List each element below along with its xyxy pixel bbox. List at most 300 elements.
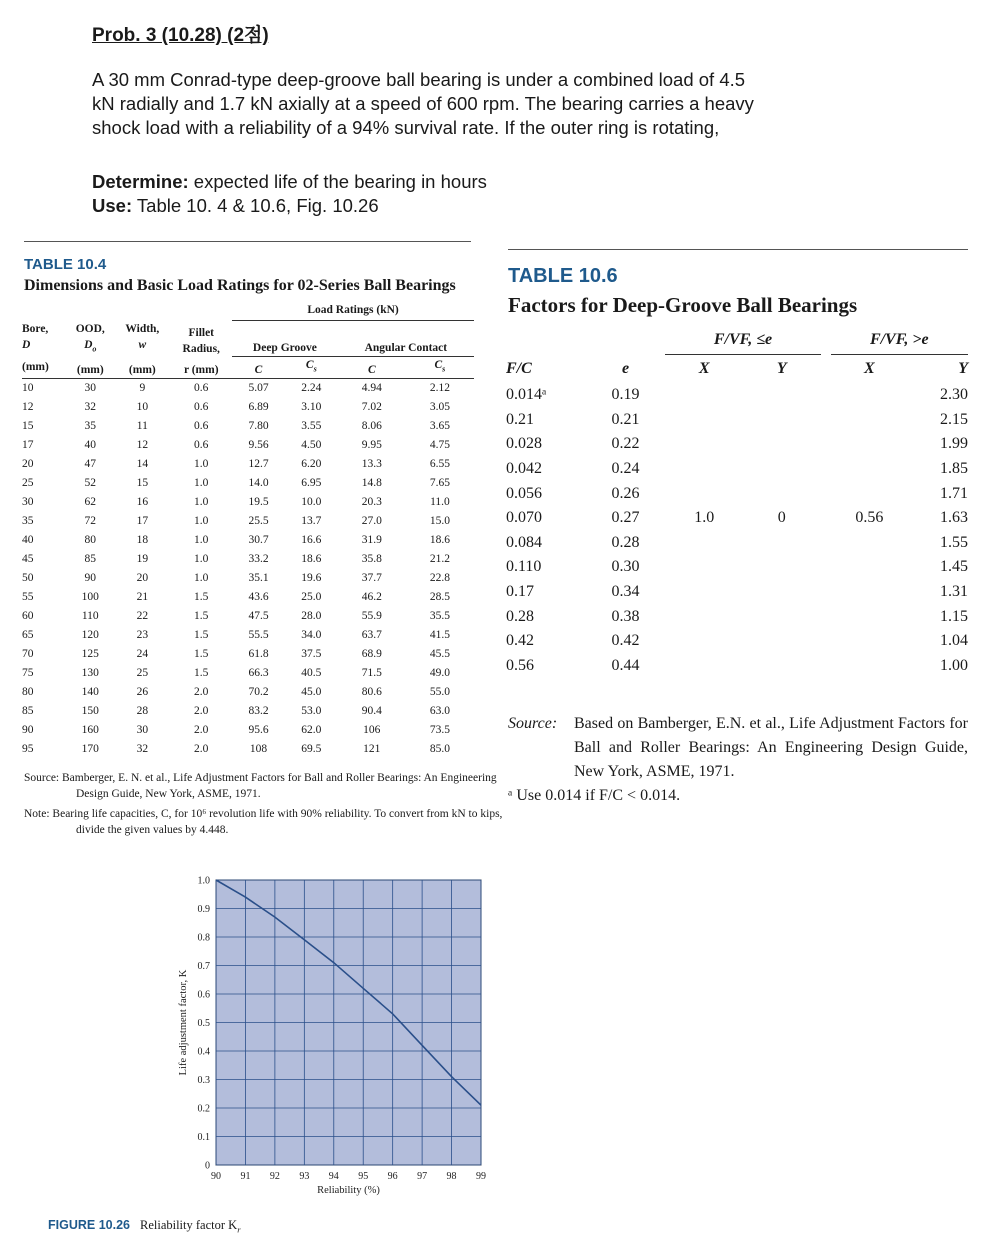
table-cell: 0.42 <box>611 632 640 650</box>
table-10-6-footnote: ᵃ Use 0.014 if F/C < 0.014. <box>508 787 681 804</box>
table-cell: 0.6 <box>194 382 209 395</box>
table-row <box>22 512 474 531</box>
table-cell: 0.070 <box>506 509 542 527</box>
table-cell: 68.9 <box>361 648 382 661</box>
table-cell: 60 <box>22 610 34 623</box>
table-row <box>506 555 968 580</box>
table-cell: 1.0 <box>194 458 209 471</box>
table-cell: 27.0 <box>361 515 382 528</box>
table-row <box>22 626 474 645</box>
table-cell <box>743 408 821 433</box>
table-10-6-rule <box>508 249 968 250</box>
table-cell: 19 <box>136 553 149 566</box>
table-cell: 2.15 <box>940 410 968 428</box>
table-cell: 33.2 <box>248 553 269 566</box>
table-cell: 0.056 <box>506 484 542 502</box>
table-cell <box>821 555 831 580</box>
group-gt-header: F/VF, >e <box>831 326 969 355</box>
reliability-chart <box>150 868 500 1213</box>
table-cell: 1.0 <box>194 553 209 566</box>
x-axis-label: Reliability (%) <box>317 1185 380 1196</box>
table-cell: 28.0 <box>301 610 322 623</box>
table-cell: 1.55 <box>940 533 968 551</box>
table-cell: 62.0 <box>301 724 322 737</box>
table-cell: 22.8 <box>429 572 450 585</box>
figure-caption-text: Reliability factor K <box>139 1218 238 1232</box>
table-cell <box>665 408 743 433</box>
table-row <box>506 432 968 457</box>
table-cell: 0.014ᵃ <box>506 386 547 404</box>
y-axis-label: Life adjustment factor, K <box>178 969 189 1076</box>
table-cell: 31.9 <box>361 534 382 547</box>
table-cell: 1.5 <box>194 648 209 661</box>
col-ac-cs: $C_s$ <box>406 357 474 378</box>
table-cell: 1.0 <box>694 509 715 527</box>
table-cell: 71.5 <box>361 667 382 680</box>
x-tick-label: 97 <box>417 1171 428 1182</box>
col-od: OOD, $D_o$ <box>75 322 105 353</box>
table-cell: 7.02 <box>361 401 382 414</box>
table-cell <box>743 555 821 580</box>
table-cell: 3.10 <box>301 401 322 414</box>
table-cell <box>821 604 831 629</box>
table-cell <box>821 408 831 433</box>
table-cell: 72 <box>84 515 97 528</box>
table-cell: 2.0 <box>194 724 209 737</box>
table-cell <box>743 481 821 506</box>
table-cell: 0.21 <box>611 410 640 428</box>
table-row <box>506 481 968 506</box>
table-cell: 20 <box>136 572 149 585</box>
table-cell: 15 <box>136 477 149 490</box>
table-cell: 2.0 <box>194 705 209 718</box>
table-cell: 95.6 <box>248 724 269 737</box>
table-row <box>22 493 474 512</box>
table-cell <box>831 383 909 408</box>
table-cell: 1.04 <box>940 632 968 650</box>
table-cell: 6.89 <box>248 401 269 414</box>
table-cell: 35.1 <box>248 572 269 585</box>
table-cell: 14.0 <box>248 477 269 490</box>
table-cell: 61.8 <box>248 648 269 661</box>
col-x-le: X <box>698 360 710 377</box>
table-cell: 7.80 <box>248 420 269 433</box>
angular-contact-header: Angular Contact <box>338 321 474 357</box>
table-cell: 3.65 <box>429 420 450 433</box>
y-tick-label: 0.8 <box>197 932 210 944</box>
table-cell: 2.30 <box>940 386 968 404</box>
table-row <box>22 588 474 607</box>
table-cell: 0.21 <box>506 410 534 428</box>
table-cell <box>665 654 743 679</box>
table-10-4-rule <box>24 241 471 242</box>
table-cell <box>665 555 743 580</box>
table-cell: 55.5 <box>248 629 269 642</box>
y-tick-label: 0.2 <box>197 1103 210 1115</box>
table-cell: 1.5 <box>194 629 209 642</box>
table-cell: 45.5 <box>429 648 450 661</box>
table-cell: 24 <box>136 648 149 661</box>
table-cell: 16 <box>136 496 149 509</box>
table-cell: 53.0 <box>301 705 322 718</box>
col-e: e <box>622 359 630 377</box>
table-cell: 73.5 <box>429 724 450 737</box>
table-cell: 1.0 <box>194 496 209 509</box>
table-cell <box>665 580 743 605</box>
table-10-6-label: TABLE 10.6 <box>508 265 618 287</box>
col-fillet: Fillet Radius, <box>182 326 220 355</box>
y-tick-label: 0.6 <box>197 989 210 1001</box>
y-tick-label: 0 <box>205 1160 210 1172</box>
y-tick-label: 0.5 <box>197 1018 210 1029</box>
table-10-4-source: Source: Bamberger, E. N. et al., Life Adjustment Factors for Ball and Roller Bearings: An Engineering Design Guide, New York, ASME, 1971. <box>24 772 497 800</box>
col-dg-c: C <box>232 357 285 378</box>
table-cell: 1.0 <box>194 534 209 547</box>
table-cell: 0.17 <box>506 583 534 601</box>
table-cell: 6.55 <box>429 458 450 471</box>
group-le-header: F/VF, ≤e <box>665 326 820 355</box>
col-width: Width, w <box>125 322 160 351</box>
table-cell: 121 <box>363 743 381 756</box>
table-cell <box>831 481 909 506</box>
table-cell: 0 <box>777 509 786 527</box>
table-cell: 0.042 <box>506 460 542 478</box>
table-cell: 17 <box>22 439 34 452</box>
table-cell: 3.55 <box>301 420 322 433</box>
table-cell: 30 <box>22 496 34 509</box>
table-cell: 1.5 <box>194 591 209 604</box>
table-cell: 16.6 <box>301 534 322 547</box>
table-10-6-source <box>508 712 968 784</box>
table-cell: 19.5 <box>248 496 269 509</box>
table-cell: 43.6 <box>248 591 269 604</box>
table-cell: 110 <box>81 610 99 623</box>
table-10-4-note: Note: Bearing life capacities, C, for 10⁶ revolution life with 90% reliability. To convert from kN to kips, divide the given values by 4.448. <box>24 808 503 836</box>
table-cell: 30 <box>84 382 97 395</box>
table-cell: 3.05 <box>429 401 450 414</box>
table-cell: 0.30 <box>611 558 640 576</box>
table-cell: 21.2 <box>429 553 450 566</box>
table-cell: 20 <box>22 458 34 471</box>
col-fillet-unit: r (mm) <box>170 357 232 378</box>
col-y-gt: Y <box>958 360 968 377</box>
table-row <box>22 721 474 740</box>
x-tick-label: 90 <box>211 1171 221 1182</box>
table-cell: 0.26 <box>611 484 640 502</box>
use-text: Table 10. 4 & 10.6, Fig. 10.26 <box>136 195 379 216</box>
table-cell: 1.0 <box>194 477 209 490</box>
table-row <box>22 550 474 569</box>
table-cell: 32 <box>136 743 149 756</box>
table-row <box>506 654 968 679</box>
table-cell: 15 <box>22 420 34 433</box>
table-cell: 1.00 <box>940 656 968 674</box>
table-cell <box>743 629 821 654</box>
table-cell: 70.2 <box>248 686 269 699</box>
table-cell: 37.7 <box>361 572 382 585</box>
table-cell: 5.07 <box>248 382 269 395</box>
y-tick-label: 1.0 <box>197 875 210 887</box>
table-cell <box>743 580 821 605</box>
table-cell: 80 <box>22 686 34 699</box>
table-cell <box>821 629 831 654</box>
table-cell: 45.0 <box>301 686 322 699</box>
load-ratings-header: Load Ratings (kN) <box>307 304 399 316</box>
table-cell: 65 <box>22 629 34 642</box>
table-row <box>22 378 474 398</box>
table-cell <box>831 654 909 679</box>
table-cell: 35 <box>84 420 97 433</box>
table-cell <box>743 531 821 556</box>
table-cell <box>831 531 909 556</box>
table-cell: 83.2 <box>248 705 269 718</box>
table-cell: 4.50 <box>301 439 322 452</box>
table-row <box>506 457 968 482</box>
table-cell <box>743 604 821 629</box>
table-row <box>22 436 474 455</box>
table-cell <box>831 604 909 629</box>
table-cell: 34.0 <box>301 629 322 642</box>
table-cell: 170 <box>81 743 99 756</box>
table-cell: 55.0 <box>429 686 450 699</box>
source-text: Based on Bamberger, E.N. et al., Life Adjustment Factors for Ball and Roller Bearings: An Engineering Design Guide, New York, ASME, 1971. <box>574 715 968 780</box>
table-cell: 0.110 <box>506 558 542 576</box>
table-cell: 18 <box>136 534 149 547</box>
table-cell: 0.084 <box>506 533 542 551</box>
table-cell: 125 <box>81 648 99 661</box>
table-cell: 9.56 <box>248 439 269 452</box>
table-cell <box>831 408 909 433</box>
table-cell: 7.65 <box>429 477 450 490</box>
table-row <box>22 474 474 493</box>
table-cell: 25 <box>136 667 149 680</box>
table-cell: 45 <box>22 553 34 566</box>
table-cell: 150 <box>81 705 99 718</box>
table-10-4-label: TABLE 10.4 <box>24 256 107 273</box>
table-cell: 106 <box>363 724 381 737</box>
table-cell: 14 <box>136 458 149 471</box>
table-cell: 15.0 <box>429 515 450 528</box>
table-cell: 120 <box>81 629 99 642</box>
table-cell <box>821 383 831 408</box>
table-row <box>22 683 474 702</box>
table-cell <box>743 457 821 482</box>
table-cell: 52 <box>84 477 97 490</box>
table-cell: 17 <box>136 515 149 528</box>
table-row <box>22 664 474 683</box>
table-cell: 6.20 <box>301 458 322 471</box>
table-cell: 40 <box>22 534 34 547</box>
table-cell: 6.95 <box>301 477 322 490</box>
table-cell: 62 <box>84 496 97 509</box>
table-cell: 0.28 <box>611 533 640 551</box>
table-cell: 18.6 <box>301 553 322 566</box>
table-cell: 85.0 <box>429 743 450 756</box>
table-cell: 80.6 <box>361 686 382 699</box>
table-cell: 0.56 <box>506 656 534 674</box>
table-cell: 12 <box>22 401 34 414</box>
use-label: Use: <box>92 195 133 216</box>
table-row <box>506 580 968 605</box>
table-cell: 80 <box>84 534 97 547</box>
col-od-unit: (mm) <box>66 357 114 378</box>
table-cell: 18.6 <box>429 534 450 547</box>
table-cell: 23 <box>136 629 149 642</box>
table-cell: 69.5 <box>301 743 322 756</box>
table-cell: 12.7 <box>248 458 269 471</box>
table-cell: 21 <box>136 591 149 604</box>
col-ac-c: C <box>338 357 406 378</box>
table-cell: 47 <box>84 458 97 471</box>
col-bore: Bore, D <box>22 322 49 351</box>
table-cell: 35.5 <box>429 610 450 623</box>
x-tick-label: 94 <box>328 1171 339 1182</box>
table-cell: 10.0 <box>301 496 322 509</box>
x-tick-label: 92 <box>269 1171 280 1182</box>
table-cell: 95 <box>22 743 34 756</box>
problem-title: Prob. 3 (10.28) (2점) <box>92 25 269 46</box>
y-tick-label: 0.4 <box>197 1046 210 1058</box>
table-cell: 1.71 <box>940 484 968 502</box>
x-tick-label: 96 <box>387 1171 398 1182</box>
table-cell <box>821 506 831 531</box>
table-cell: 4.94 <box>361 382 382 395</box>
y-tick-label: 0.9 <box>197 904 210 915</box>
table-cell: 1.0 <box>194 572 209 585</box>
table-cell: 90 <box>22 724 34 737</box>
table-cell <box>821 457 831 482</box>
table-cell <box>665 383 743 408</box>
table-cell: 0.34 <box>611 583 640 601</box>
table-cell <box>831 457 909 482</box>
table-row <box>22 531 474 550</box>
table-cell: 85 <box>84 553 97 566</box>
table-cell: 40.5 <box>301 667 322 680</box>
table-cell: 0.56 <box>855 509 884 527</box>
table-cell: 0.27 <box>611 509 640 527</box>
table-cell: 47.5 <box>248 610 269 623</box>
table-cell <box>821 580 831 605</box>
table-cell: 9 <box>139 382 146 395</box>
table-cell: 1.85 <box>940 460 968 478</box>
table-row <box>506 383 968 408</box>
col-dg-cs: $C_s$ <box>285 357 338 378</box>
table-10-4-body <box>22 378 474 759</box>
table-cell: 20.3 <box>361 496 382 509</box>
table-cell: 0.38 <box>611 607 640 625</box>
table-cell: 85 <box>22 705 34 718</box>
x-tick-label: 98 <box>446 1171 457 1182</box>
table-cell: 32 <box>84 401 97 414</box>
x-tick-label: 99 <box>476 1171 486 1182</box>
table-cell: 0.6 <box>194 401 209 414</box>
table-cell <box>831 580 909 605</box>
table-cell: 100 <box>81 591 99 604</box>
source-label: Source: <box>508 715 558 732</box>
figure-label: FIGURE 10.26 <box>48 1218 130 1232</box>
table-row <box>22 607 474 626</box>
table-cell <box>831 629 909 654</box>
table-cell: 63.0 <box>429 705 450 718</box>
table-cell: 10 <box>136 401 149 414</box>
table-cell: 13.3 <box>361 458 382 471</box>
table-cell: 30 <box>136 724 149 737</box>
table-cell: 28 <box>136 705 149 718</box>
table-cell: 25.5 <box>248 515 269 528</box>
table-cell: 35.8 <box>361 553 382 566</box>
table-cell <box>665 629 743 654</box>
table-10-4-title: Dimensions and Basic Load Ratings for 02-Series Ball Bearings <box>24 277 456 294</box>
table-cell: 1.31 <box>940 583 968 601</box>
table-cell: 1.99 <box>940 435 968 453</box>
table-cell: 25 <box>22 477 34 490</box>
table-cell: 40 <box>84 439 97 452</box>
table-cell <box>665 457 743 482</box>
table-cell: 2.0 <box>194 686 209 699</box>
table-cell <box>821 531 831 556</box>
col-width-unit: (mm) <box>114 357 170 378</box>
col-bore-unit: (mm) <box>22 357 66 378</box>
table-cell: 140 <box>81 686 99 699</box>
table-cell: 160 <box>81 724 99 737</box>
table-cell <box>743 432 821 457</box>
x-tick-label: 95 <box>358 1171 369 1182</box>
table-cell: 41.5 <box>429 629 450 642</box>
table-row <box>22 398 474 417</box>
table-cell: 0.42 <box>506 632 534 650</box>
col-ratio: F/C <box>506 359 532 377</box>
table-cell: 0.19 <box>611 386 640 404</box>
table-row <box>22 645 474 664</box>
table-cell: 55.9 <box>361 610 382 623</box>
table-cell: 25.0 <box>301 591 322 604</box>
table-10-6-body <box>506 383 968 678</box>
table-10-4 <box>22 302 474 759</box>
table-cell: 4.75 <box>429 439 450 452</box>
determine-line <box>92 170 487 194</box>
table-cell: 108 <box>249 743 268 756</box>
table-row <box>506 629 968 654</box>
table-cell: 22 <box>136 610 149 623</box>
table-cell <box>665 604 743 629</box>
table-row <box>506 408 968 433</box>
table-row <box>506 604 968 629</box>
table-cell: 75 <box>22 667 34 680</box>
table-cell: 37.5 <box>301 648 322 661</box>
table-cell: 10 <box>22 382 34 395</box>
table-cell <box>743 383 821 408</box>
table-row <box>506 531 968 556</box>
table-cell: 0.028 <box>506 435 542 453</box>
table-cell: 0.44 <box>611 656 640 674</box>
table-cell <box>831 555 909 580</box>
table-cell: 130 <box>81 667 99 680</box>
table-cell <box>665 481 743 506</box>
x-tick-label: 91 <box>240 1171 251 1182</box>
table-cell: 1.45 <box>940 558 968 576</box>
table-cell: 19.6 <box>301 572 322 585</box>
determine-label: Determine: <box>92 171 189 192</box>
table-cell: 14.8 <box>361 477 382 490</box>
table-cell: 46.2 <box>361 591 382 604</box>
table-cell: 13.7 <box>301 515 322 528</box>
table-cell: 2.24 <box>301 382 322 395</box>
y-tick-label: 0.3 <box>197 1075 210 1086</box>
table-cell <box>743 654 821 679</box>
table-cell <box>665 432 743 457</box>
table-cell: 49.0 <box>429 667 450 680</box>
col-x-gt: X <box>863 360 875 377</box>
